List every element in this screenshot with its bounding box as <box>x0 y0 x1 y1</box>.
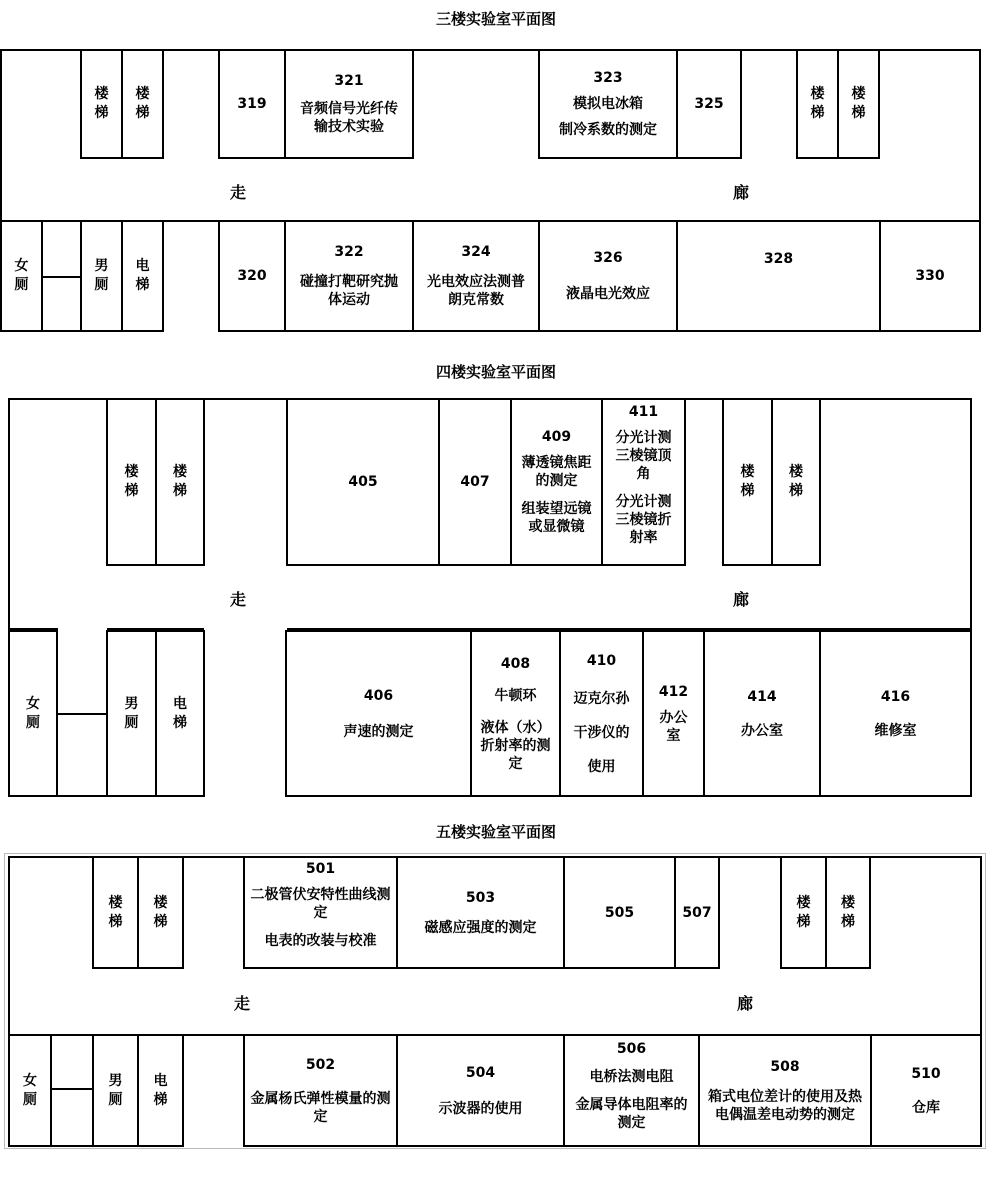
room-504: 504 示波器的使用 <box>396 1034 565 1147</box>
room-322: 322 碰撞打靶研究抛体运动 <box>284 220 414 332</box>
room-407: 407 <box>438 398 512 566</box>
floor4-wc-divider <box>56 713 108 715</box>
floor3-stairs-left-b: 楼梯 <box>121 49 164 159</box>
floor3-stairs-left-a: 楼梯 <box>80 49 123 159</box>
room-408: 408 牛顿环 液体（水）折射率的测定 <box>470 630 561 797</box>
floor4-mens-restroom: 男厕 <box>106 630 157 797</box>
floor3-right-wall <box>979 49 981 222</box>
room-416: 416 维修室 <box>819 630 972 797</box>
room-501: 501 二极管伏安特性曲线测定 电表的改装与校准 <box>243 856 398 969</box>
floor5-stairs-right-b: 楼梯 <box>825 856 871 969</box>
floor4-right-wall <box>970 398 972 630</box>
floor4-title: 四楼实验室平面图 <box>435 363 556 381</box>
room-409: 409 薄透镜焦距的测定 组装望远镜或显微镜 <box>510 398 603 566</box>
room-510: 510 仓库 <box>870 1034 982 1147</box>
floor3-stairs-right-a: 楼梯 <box>796 49 839 159</box>
floor5-womens-restroom: 女厕 <box>8 1034 52 1147</box>
room-328: 328 <box>676 220 881 332</box>
room-320: 320 <box>218 220 286 332</box>
room-414: 414 办公室 <box>703 630 821 797</box>
room-410: 410 迈克尔孙 干涉仪的 使用 <box>559 630 644 797</box>
floor5-left-wall <box>8 856 10 1036</box>
floor5-corridor-right-label: 廊 <box>737 994 754 1013</box>
room-508: 508 箱式电位差计的使用及热电偶温差电动势的测定 <box>698 1034 872 1147</box>
room-321: 321 音频信号光纤传输技术实验 <box>284 49 414 159</box>
floor5-stairs-left-b: 楼梯 <box>137 856 184 969</box>
floor4-stairs-left-b: 楼梯 <box>155 398 205 566</box>
room-319: 319 <box>218 49 286 159</box>
room-411: 411 分光计测三棱镜顶角 分光计测三棱镜折射率 <box>601 398 686 566</box>
floor4-stairs-right-b: 楼梯 <box>771 398 821 566</box>
floor4-stairs-left-a: 楼梯 <box>106 398 157 566</box>
floor5-right-wall <box>980 856 982 1036</box>
floor3-elevator: 电梯 <box>121 220 164 332</box>
floor4-wc-bottom <box>56 795 108 797</box>
room-324: 324 光电效应法测普朗克常数 <box>412 220 540 332</box>
floor4-left-wall <box>8 398 10 630</box>
floor5-stairs-left-a: 楼梯 <box>92 856 139 969</box>
room-325: 325 <box>676 49 742 159</box>
floor5-stairs-right-a: 楼梯 <box>780 856 827 969</box>
floor3-womens-restroom: 女厕 <box>0 220 43 332</box>
floor5-wc-bottom <box>50 1145 94 1147</box>
room-502: 502 金属杨氏弹性模量的测定 <box>243 1034 398 1147</box>
room-405: 405 <box>286 398 440 566</box>
floor5-corridor-left-label: 走 <box>234 994 251 1013</box>
room-406: 406 声速的测定 <box>285 630 472 797</box>
floor5-mens-restroom: 男厕 <box>92 1034 139 1147</box>
floor3-title: 三楼实验室平面图 <box>435 10 556 28</box>
floor4-womens-restroom: 女厕 <box>8 630 58 797</box>
floor5-title: 五楼实验室平面图 <box>435 823 556 841</box>
room-505: 505 <box>563 856 676 969</box>
floor3-left-wall <box>0 49 2 222</box>
floor4-elevator: 电梯 <box>155 630 205 797</box>
floor3-wc-divider <box>41 276 82 278</box>
room-503: 503 磁感应强度的测定 <box>396 856 565 969</box>
floor5-elevator: 电梯 <box>137 1034 184 1147</box>
room-412: 412 办公室 <box>642 630 705 797</box>
room-323: 323 模拟电冰箱 制冷系数的测定 <box>538 49 678 159</box>
floor4-stairs-right-a: 楼梯 <box>722 398 773 566</box>
room-506: 506 电桥法测电阻 金属导体电阻率的测定 <box>563 1034 700 1147</box>
floor3-wc-bottom <box>41 330 82 332</box>
floor3-corridor-left-label: 走 <box>230 183 247 202</box>
floor5-wc-divider <box>50 1088 94 1090</box>
floor3-corridor-right-label: 廊 <box>733 183 750 202</box>
floor4-corridor-right-label: 廊 <box>733 590 750 609</box>
room-326: 326 液晶电光效应 <box>538 220 678 332</box>
floor3-mens-restroom: 男厕 <box>80 220 123 332</box>
floor4-corridor-left-label: 走 <box>230 590 247 609</box>
room-330: 330 <box>879 220 981 332</box>
room-507: 507 <box>674 856 720 969</box>
floor3-stairs-right-b: 楼梯 <box>837 49 880 159</box>
